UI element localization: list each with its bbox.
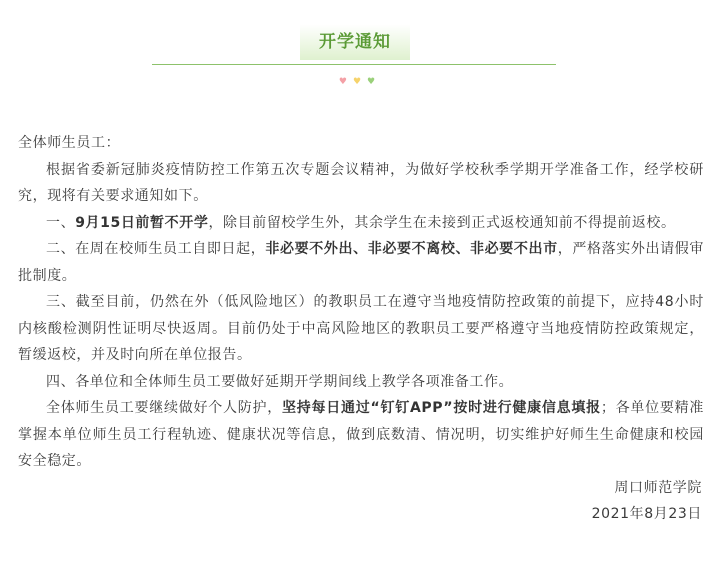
closing-text: ；各单位要精准掌握本单位师生员工行程轨迹、健康状况等信息，做到底数清、情况明，切实维护好师生生命健康和校园安全稳定。 (18, 400, 704, 469)
item-1-prefix: 一、 (46, 214, 76, 231)
paragraph-intro: 根据省委新冠肺炎疫情防控工作第五次专题会议精神，为做好学校秋季学期开学准备工作，经学校研究，现将有关要求通知如下。 (18, 161, 704, 204)
item-1-emphasis: 9月15日前暂不开学 (75, 214, 209, 231)
item-1-text: ，除目前留校学生外，其余学生在未接到正式返校通知前不得提前返校。 (208, 214, 676, 231)
signature-date: 2021年8月23日 (591, 506, 702, 522)
notice-header (0, 0, 720, 100)
item-2-text: ，严格落实外出请假审批制度。 (18, 241, 705, 284)
green-heart-icon: ♥ (367, 77, 382, 87)
paragraph-item-4: 四、各单位和全体师生员工要做好延期开学期间线上教学各项准备工作。 (46, 373, 514, 390)
notice-body (18, 130, 704, 528)
greeting: 全体师生员工： (18, 135, 121, 151)
signature-org: 周口师范学院 (614, 479, 702, 496)
pink-heart-icon: ♥ (338, 77, 353, 87)
closing-emphasis: 坚持每日通过“钉钉APP”按时进行健康信息填报 (282, 400, 601, 416)
closing-prefix: 全体师生员工要继续做好个人防护， (46, 400, 283, 416)
paragraph-item-2 (18, 236, 704, 289)
heart-decoration (0, 76, 720, 88)
paragraph-item-1 (18, 210, 704, 237)
title-divider (152, 64, 556, 65)
page-title: 开学通知 (319, 31, 391, 52)
paragraph-closing (18, 395, 704, 475)
item-2-prefix: 二、在周在校师生员工自即日起， (46, 241, 266, 257)
yellow-heart-icon: ♥ (352, 77, 368, 87)
title-banner (300, 18, 410, 60)
item-2-emphasis: 非必要不外出、非必要不离校、非必要不出市 (265, 241, 558, 257)
paragraph-item-3: 三、截至目前，仍然在外（低风险地区）的教职员工在遵守当地疫情防控政策的前提下，应持48小时内核酸检测阴性证明尽快返周。目前仍处于中高风险地区的教职员工要严格遵守当地疫情防控政策规定，暂缓返校，并及时向所在单位报告。 (18, 294, 704, 363)
